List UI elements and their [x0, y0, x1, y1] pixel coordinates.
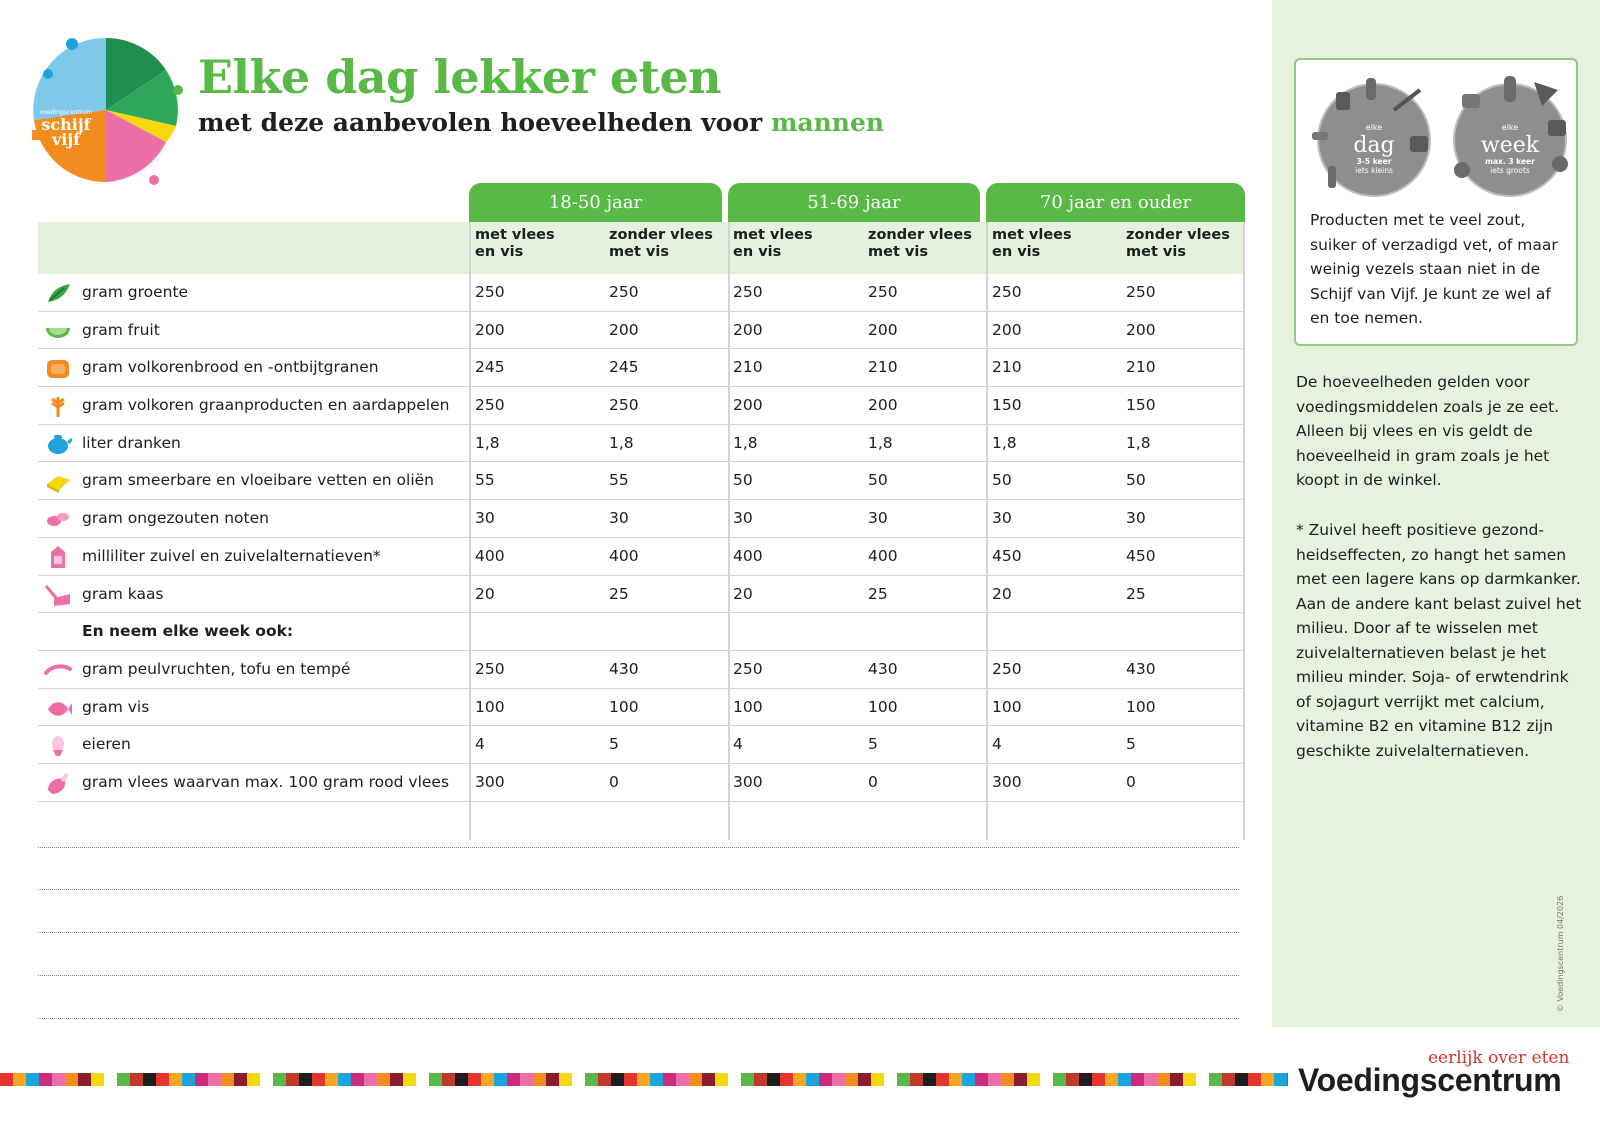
stripe-block — [793, 1073, 806, 1086]
stripe-block — [390, 1073, 403, 1086]
table-cell: 25 — [1126, 584, 1146, 603]
table-cell: 250 — [1126, 283, 1156, 301]
table-cell: 1,8 — [733, 433, 758, 452]
stripe-block — [1235, 1073, 1248, 1086]
vegetable-icon — [44, 280, 72, 306]
row-label: gram volkoren graanproducten en aardappelen — [82, 396, 450, 415]
column-divider — [728, 222, 730, 840]
table-cell: 200 — [475, 320, 505, 339]
row-label: milliliter zuivel en zuivelalternatieven* — [82, 546, 381, 565]
table-cell: 30 — [475, 509, 495, 528]
stripe-block — [117, 1073, 130, 1086]
row-label: En neem elke week ook: — [82, 622, 294, 641]
table-body — [38, 274, 1245, 802]
stripe-block — [78, 1073, 91, 1086]
page-subtitle — [198, 108, 884, 137]
stripe-block — [416, 1073, 429, 1086]
stripe-block — [1118, 1073, 1131, 1086]
table-cell: 30 — [733, 509, 753, 528]
stripe-block — [1170, 1073, 1183, 1086]
table-cell: 1,8 — [868, 433, 893, 452]
table-cell: 400 — [733, 546, 763, 565]
row-label: gram vlees waarvan max. 100 gram rood vlees — [82, 772, 450, 791]
table-cell: 4 — [475, 735, 485, 754]
table-row — [38, 764, 1245, 802]
table-cell: 400 — [868, 546, 898, 565]
grain-icon — [44, 393, 72, 419]
copyright-text: © Voedingscentrum 04/2026 — [1556, 895, 1565, 1012]
stripe-block — [286, 1073, 299, 1086]
stripe-block — [247, 1073, 260, 1086]
stripe-block — [26, 1073, 39, 1086]
table-cell: 30 — [1126, 509, 1146, 528]
stripe-block — [741, 1073, 754, 1086]
table-cell: 1,8 — [475, 433, 500, 452]
writing-line — [38, 932, 1239, 933]
stripe-block — [104, 1073, 117, 1086]
stripe-block — [325, 1073, 338, 1086]
table-cell: 245 — [609, 358, 639, 377]
stripe-block — [533, 1073, 546, 1086]
table-cell: 100 — [475, 697, 505, 716]
stripe-block — [156, 1073, 169, 1086]
table-cell: 400 — [475, 546, 505, 565]
stripe-block — [559, 1073, 572, 1086]
table-cell: 200 — [1126, 320, 1156, 339]
stripe-block — [1157, 1073, 1170, 1086]
table-cell: 5 — [609, 735, 619, 754]
column-subheader: zonder vlees met vis — [868, 227, 972, 260]
nuts-icon — [44, 506, 72, 532]
table-cell: 50 — [868, 471, 888, 490]
table-cell: 200 — [868, 320, 898, 339]
info-card — [1294, 58, 1578, 346]
stripe-block — [429, 1073, 442, 1086]
table-cell: 300 — [733, 772, 763, 791]
stripe-block — [182, 1073, 195, 1086]
table-cell: 1,8 — [992, 433, 1017, 452]
week-badge-note2: iets groots — [1490, 166, 1530, 175]
stripe-block — [234, 1073, 247, 1086]
table-cell: 250 — [868, 283, 898, 301]
row-label: gram smeerbare en vloeibare vetten en oliën — [82, 471, 435, 490]
stripe-block — [39, 1073, 52, 1086]
stripe-block — [1248, 1073, 1261, 1086]
writing-line — [38, 1018, 1239, 1019]
stripe-block — [1261, 1073, 1274, 1086]
stripe-block — [546, 1073, 559, 1086]
table-cell: 450 — [992, 546, 1022, 565]
dairy-footnote: * Zuivel heeft positieve gezondheidseffecten, zo hangt het samen met een lagere kans op darmkanker. Aan de andere kant belast zuivel het milieu. Door af te wisselen met zuivelalternatieven belast je het milieu minder. Soja- of erwtendrink of sojagurt verrijkt met calcium, vitamine B2 en vitamine B12 zijn geschikte zuivelalternatieven. — [1296, 521, 1582, 760]
table-cell: 150 — [992, 396, 1022, 415]
week-badge-small: elke — [1501, 123, 1519, 132]
table-cell: 250 — [733, 283, 763, 301]
stripe-block — [884, 1073, 897, 1086]
table-cell: 5 — [868, 735, 878, 754]
table-row — [38, 312, 1245, 350]
stripe-block — [442, 1073, 455, 1086]
table-row — [38, 726, 1245, 764]
row-label: gram vis — [82, 697, 150, 716]
stripe-block — [715, 1073, 728, 1086]
table-cell: 30 — [609, 509, 629, 528]
table-cell: 200 — [609, 320, 639, 339]
table-cell: 300 — [992, 772, 1022, 791]
row-label: gram volkorenbrood en -ontbijtgranen — [82, 358, 379, 377]
meat-icon — [44, 770, 72, 796]
stripe-block — [858, 1073, 871, 1086]
stripe-block — [1287, 1073, 1288, 1086]
table-row — [38, 538, 1245, 576]
bread-icon — [44, 355, 72, 381]
row-label: gram kaas — [82, 584, 164, 603]
stripe-block — [962, 1073, 975, 1086]
stripe-block — [169, 1073, 182, 1086]
subtitle-text: met deze aanbevolen hoeveelheden voor — [198, 108, 763, 137]
schijf-van-vijf-logo — [26, 30, 186, 190]
table-row — [38, 349, 1245, 387]
table-cell: 250 — [609, 396, 639, 415]
stripe-block — [468, 1073, 481, 1086]
table-cell: 25 — [868, 584, 888, 603]
row-label: eieren — [82, 735, 131, 754]
row-label: liter dranken — [82, 433, 181, 452]
row-label: gram ongezouten noten — [82, 509, 269, 528]
day-badge-title: dag — [1353, 133, 1395, 158]
table-cell: 50 — [733, 471, 753, 490]
table-cell: 450 — [1126, 546, 1156, 565]
info-sidebar — [1272, 0, 1600, 1027]
stripe-block — [1209, 1073, 1222, 1086]
table-cell: 210 — [1126, 358, 1156, 377]
stripe-block — [663, 1073, 676, 1086]
subtitle-accent: mannen — [770, 108, 885, 137]
table-cell: 30 — [868, 509, 888, 528]
stripe-block — [208, 1073, 221, 1086]
writing-line — [38, 847, 1239, 848]
table-row — [38, 425, 1245, 463]
stripe-block — [273, 1073, 286, 1086]
fruit-icon — [44, 318, 72, 344]
table-cell: 20 — [475, 584, 495, 603]
table-row — [38, 651, 1245, 689]
table-row — [38, 387, 1245, 425]
stripe-block — [364, 1073, 377, 1086]
stripe-block — [871, 1073, 884, 1086]
frequency-badges — [1302, 66, 1574, 206]
stripe-block — [780, 1073, 793, 1086]
table-cell: 0 — [609, 772, 619, 791]
stripe-block — [585, 1073, 598, 1086]
stripe-block — [1053, 1073, 1066, 1086]
table-cell: 200 — [868, 396, 898, 415]
stripe-block — [1014, 1073, 1027, 1086]
column-subheader: zonder vlees met vis — [609, 227, 713, 260]
table-cell: 250 — [733, 659, 763, 678]
table-cell: 1,8 — [609, 433, 634, 452]
stripe-block — [507, 1073, 520, 1086]
writing-line — [38, 975, 1239, 976]
stripe-block — [767, 1073, 780, 1086]
teapot-icon — [44, 431, 72, 457]
column-subheader: met vlees en vis — [475, 227, 555, 260]
age-group-header: 18-50 jaar — [469, 183, 722, 223]
column-divider — [1243, 222, 1245, 840]
stripe-block — [1196, 1073, 1209, 1086]
stripe-block — [130, 1073, 143, 1086]
stripe-block — [455, 1073, 468, 1086]
table-cell: 100 — [609, 697, 639, 716]
logo-word-2: vijf — [51, 130, 81, 149]
page-title: Elke dag lekker eten — [198, 50, 722, 104]
table-cell: 50 — [992, 471, 1012, 490]
column-subheaders — [38, 222, 1245, 274]
table-cell: 245 — [475, 358, 505, 377]
stripe-block — [1274, 1073, 1287, 1086]
column-subheader: zonder vlees met vis — [1126, 227, 1230, 260]
stripe-block — [1027, 1073, 1040, 1086]
stripe-block — [52, 1073, 65, 1086]
column-divider — [986, 222, 988, 840]
table-cell: 100 — [1126, 697, 1156, 716]
table-row — [38, 576, 1245, 614]
table-cell: 200 — [733, 320, 763, 339]
stripe-block — [897, 1073, 910, 1086]
day-badge-note1: 3-5 keer — [1356, 157, 1392, 166]
table-cell: 100 — [992, 697, 1022, 716]
table-cell: 1,8 — [1126, 433, 1151, 452]
table-cell: 250 — [609, 283, 639, 301]
table-cell: 150 — [1126, 396, 1156, 415]
stripe-block — [403, 1073, 416, 1086]
table-cell: 210 — [733, 358, 763, 377]
logo-top-text: voedingscentrum — [39, 109, 93, 116]
table-cell: 20 — [992, 584, 1012, 603]
stripe-block — [65, 1073, 78, 1086]
table-cell: 4 — [992, 735, 1002, 754]
table-cell: 210 — [992, 358, 1022, 377]
stripe-block — [0, 1073, 13, 1086]
stripe-block — [650, 1073, 663, 1086]
card-text: Producten met te veel zout, suiker of verzadigd vet, of maar weinig vezels staan niet in de Schijf van Vijf. Je kunt ze wel af en toe nemen. — [1310, 211, 1558, 327]
table-cell: 0 — [868, 772, 878, 791]
stripe-block — [221, 1073, 234, 1086]
table-cell: 430 — [868, 659, 898, 678]
stripe-block — [338, 1073, 351, 1086]
stripe-block — [1144, 1073, 1157, 1086]
table-row — [38, 689, 1245, 727]
table-cell: 30 — [992, 509, 1012, 528]
week-badge-title: week — [1480, 133, 1540, 158]
stripe-block — [637, 1073, 650, 1086]
table-cell: 55 — [609, 471, 629, 490]
stripe-block — [299, 1073, 312, 1086]
stripe-block — [377, 1073, 390, 1086]
day-badge-small: elke — [1365, 123, 1383, 132]
row-label: gram fruit — [82, 320, 160, 339]
fish-icon — [44, 695, 72, 721]
stripe-block — [351, 1073, 364, 1086]
table-cell: 55 — [475, 471, 495, 490]
table-cell: 200 — [992, 320, 1022, 339]
stripe-block — [1066, 1073, 1079, 1086]
stripe-block — [91, 1073, 104, 1086]
egg-icon — [44, 732, 72, 758]
stripe-block — [1131, 1073, 1144, 1086]
row-label: gram groente — [82, 283, 189, 301]
stripe-block — [676, 1073, 689, 1086]
stripe-block — [923, 1073, 936, 1086]
stripe-block — [1001, 1073, 1014, 1086]
table-cell: 0 — [1126, 772, 1136, 791]
stripe-block — [520, 1073, 533, 1086]
stripe-block — [1105, 1073, 1118, 1086]
stripe-block — [1040, 1073, 1053, 1086]
table-row — [38, 462, 1245, 500]
stripe-block — [910, 1073, 923, 1086]
stripe-block — [494, 1073, 507, 1086]
table-cell: 100 — [868, 697, 898, 716]
stripe-block — [832, 1073, 845, 1086]
age-group-header: 51-69 jaar — [728, 183, 980, 223]
stripe-block — [598, 1073, 611, 1086]
table-cell: 50 — [1126, 471, 1146, 490]
table-cell: 100 — [733, 697, 763, 716]
table-cell: 250 — [992, 283, 1022, 301]
table-cell: 4 — [733, 735, 743, 754]
stripe-block — [1092, 1073, 1105, 1086]
day-badge-note2: iets kleins — [1355, 166, 1393, 175]
table-cell: 250 — [475, 659, 505, 678]
stripe-block — [754, 1073, 767, 1086]
stripe-block — [949, 1073, 962, 1086]
table-cell: 400 — [609, 546, 639, 565]
stripe-block — [611, 1073, 624, 1086]
week-badge-note1: max. 3 keer — [1485, 157, 1535, 166]
brand-tagline: eerlijk over eten — [1428, 1048, 1570, 1068]
table-cell: 250 — [992, 659, 1022, 678]
stripe-block — [143, 1073, 156, 1086]
table-row — [38, 500, 1245, 538]
logo-word-1: schijf — [41, 115, 91, 134]
column-subheader: met vlees en vis — [992, 227, 1072, 260]
table-cell: 5 — [1126, 735, 1136, 754]
stripe-block — [819, 1073, 832, 1086]
age-group-tabs — [38, 183, 1245, 223]
butter-icon — [44, 468, 72, 494]
stripe-block — [13, 1073, 26, 1086]
stripe-block — [1183, 1073, 1196, 1086]
stripe-block — [1222, 1073, 1235, 1086]
table-cell: 25 — [609, 584, 629, 603]
table-cell: 430 — [609, 659, 639, 678]
table-cell: 250 — [475, 283, 505, 301]
stripe-block — [689, 1073, 702, 1086]
legumes-icon — [44, 657, 72, 683]
stripe-block — [975, 1073, 988, 1086]
writing-line — [38, 889, 1239, 890]
stripe-block — [624, 1073, 637, 1086]
table-row — [38, 613, 1245, 651]
quantity-note: De hoeveelheden gelden voor voedingsmiddelen zoals je ze eet. Alleen bij vlees en vis geldt de hoeveelheid in gram zoals je het koopt in de winkel. — [1296, 373, 1560, 489]
stripe-block — [195, 1073, 208, 1086]
table-cell: 20 — [733, 584, 753, 603]
stripe-block — [702, 1073, 715, 1086]
stripe-block — [481, 1073, 494, 1086]
stripe-block — [845, 1073, 858, 1086]
cheese-icon — [44, 582, 72, 608]
stripe-block — [936, 1073, 949, 1086]
table-cell: 430 — [1126, 659, 1156, 678]
table-cell: 210 — [868, 358, 898, 377]
column-divider — [469, 222, 471, 840]
brand-logo-text: Voedingscentrum — [1298, 1062, 1562, 1098]
stripe-block — [728, 1073, 741, 1086]
stripe-block — [988, 1073, 1001, 1086]
day-badge — [1312, 78, 1430, 196]
table-cell: 200 — [733, 396, 763, 415]
color-stripe — [0, 1073, 1288, 1086]
milk-carton-icon — [44, 544, 72, 570]
stripe-block — [806, 1073, 819, 1086]
stripe-block — [260, 1073, 273, 1086]
table-cell: 300 — [475, 772, 505, 791]
row-label: gram peulvruchten, tofu en tempé — [82, 659, 351, 678]
table-row — [38, 274, 1245, 312]
week-badge — [1454, 76, 1568, 196]
stripe-block — [572, 1073, 585, 1086]
stripe-block — [1079, 1073, 1092, 1086]
stripe-block — [312, 1073, 325, 1086]
column-subheader: met vlees en vis — [733, 227, 813, 260]
table-cell: 250 — [475, 396, 505, 415]
age-group-header: 70 jaar en ouder — [986, 183, 1245, 223]
